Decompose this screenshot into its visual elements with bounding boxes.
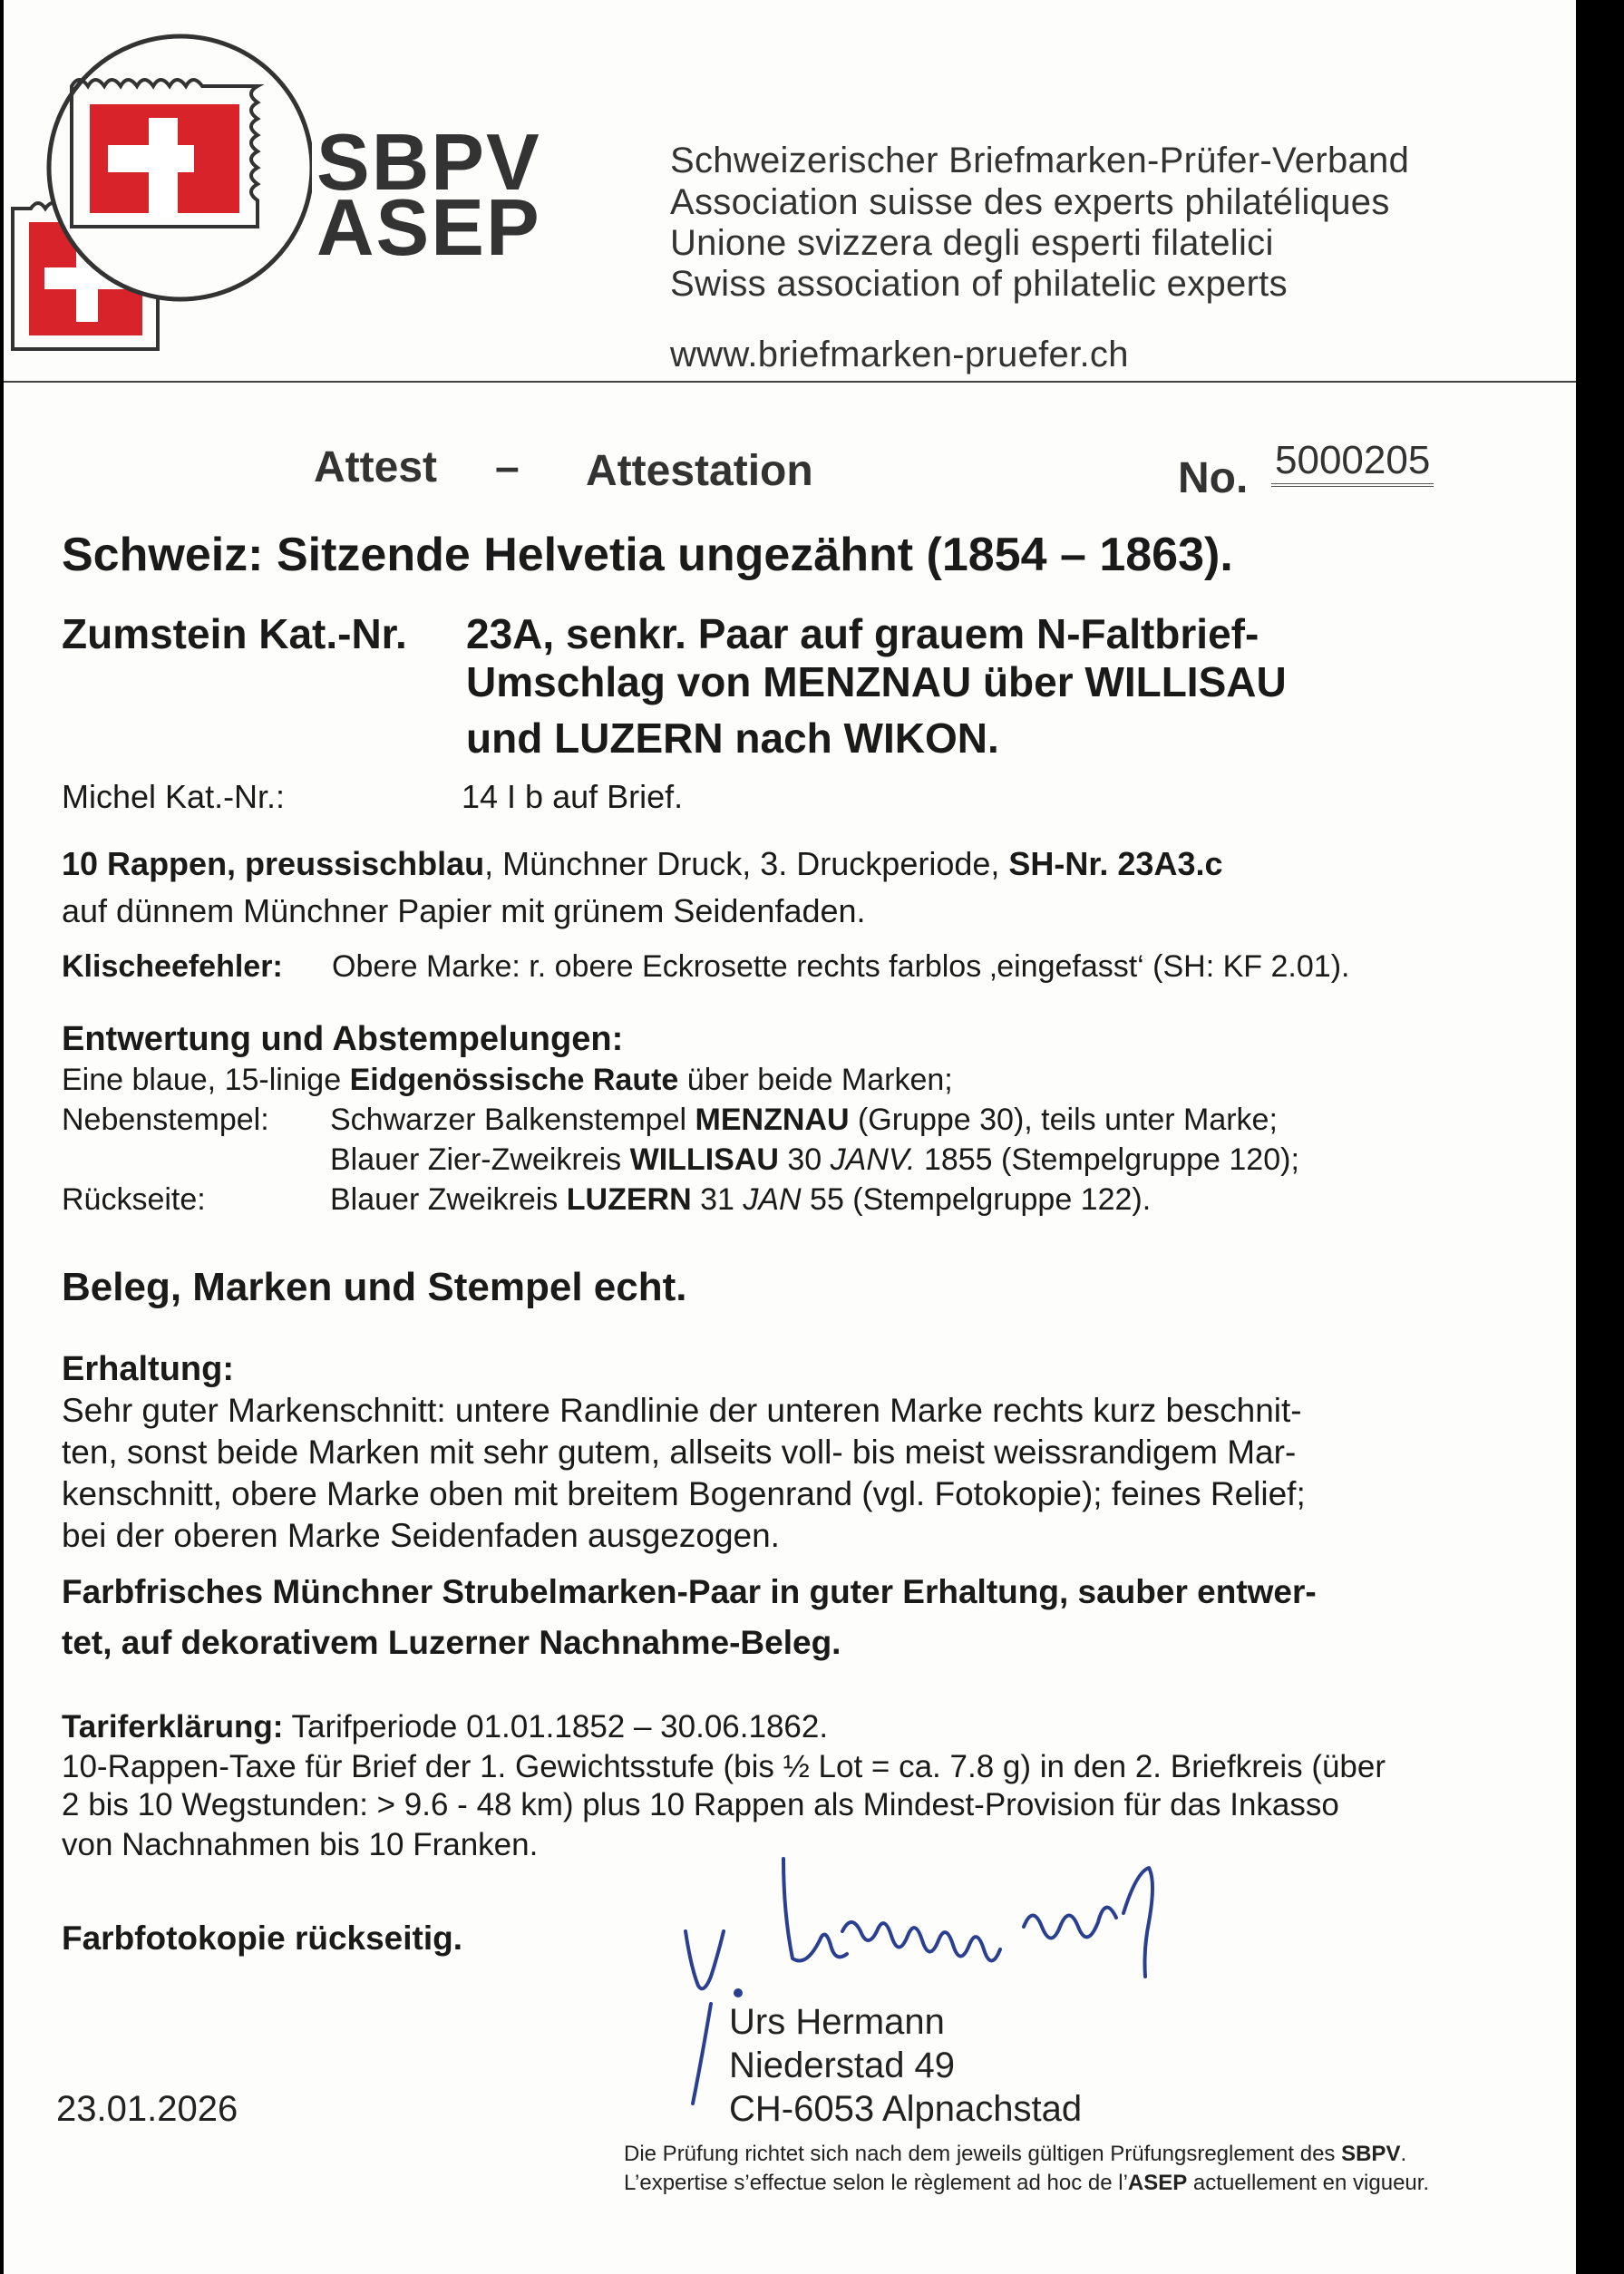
- tarif-line-1: 10-Rappen-Taxe für Brief der 1. Gewichtsstufe (bis ½ Lot = ca. 7.8 g) in den 2. Briefkreis (über: [62, 1749, 1386, 1784]
- neben-line-1: Schwarzer Balkenstempel MENZNAU (Gruppe 30), teils unter Marke;: [330, 1103, 1278, 1137]
- tarif-period: Tarifperiode 01.01.1852 – 30.06.1862.: [283, 1709, 829, 1744]
- rueck-label: Rückseite:: [62, 1182, 206, 1217]
- rueck-line: Blauer Zweikreis LUZERN 31 JAN 55 (Stempelgruppe 122).: [330, 1182, 1152, 1217]
- footer-de: Die Prüfung richtet sich nach dem jeweils gültigen Prüfungsreglement des SBPV.: [624, 2142, 1407, 2166]
- certificate-page: [4, 0, 1576, 2274]
- website-link[interactable]: www.briefmarken-pruefer.ch: [670, 335, 1129, 374]
- erhaltung-summary-1: Farbfrisches Münchner Strubelmarken-Paar in guter Erhaltung, sauber entwer-: [62, 1573, 1317, 1610]
- header-divider: [4, 381, 1576, 383]
- zumstein-line-2: Umschlag von MENZNAU über WILLISAU: [466, 658, 1287, 705]
- erhaltung-line-4: bei der oberen Marke Seidenfaden ausgezogen.: [62, 1517, 780, 1554]
- klischee-label: Klischeefehler:: [62, 949, 283, 984]
- org-name-en: Swiss association of philatelic experts: [670, 264, 1288, 304]
- org-name-de: Schweizerischer Briefmarken-Prüfer-Verband: [670, 141, 1410, 180]
- subject-title: Schweiz: Sitzende Helvetia ungezähnt (1854 – 1863).: [62, 529, 1233, 581]
- tarif-line-2: 2 bis 10 Wegstunden: > 9.6 - 48 km) plus 10 Rappen als Mindest-Provision für das Inkasso: [62, 1787, 1339, 1822]
- erhaltung-line-1: Sehr guter Markenschnitt: untere Randlinie der unteren Marke rechts kurz beschnit-: [62, 1392, 1302, 1429]
- logo-text-asep: ASEP: [316, 182, 541, 272]
- tarif-line-3: von Nachnahmen bis 10 Franken.: [62, 1827, 539, 1862]
- tarif-line-label: [62, 1708, 828, 1746]
- klischee-text: Obere Marke: r. obere Eckrosette rechts farblos ‚eingefasst‘ (SH: KF 2.01).: [332, 949, 1350, 984]
- org-name-fr: Association suisse des experts philatéliques: [670, 182, 1390, 222]
- erhaltung-summary-2: tet, auf dekorativem Luzerner Nachnahme-Beleg.: [62, 1624, 841, 1661]
- sh-number: SH-Nr. 23A3.c: [1008, 845, 1223, 882]
- zumstein-line-3: und LUZERN nach WIKON.: [466, 714, 999, 762]
- certificate-number: 5000205: [1271, 438, 1434, 487]
- tarif-label: Tariferklärung:: [62, 1709, 284, 1744]
- zumstein-line-1: 23A, senkr. Paar auf grauem N-Faltbrief-: [466, 610, 1259, 657]
- erhaltung-heading: Erhaltung:: [62, 1350, 234, 1388]
- zumstein-label: Zumstein Kat.-Nr.: [62, 610, 407, 657]
- entwertung-heading: Entwertung und Abstempelungen:: [62, 1020, 624, 1058]
- org-name-it: Unione svizzera degli esperti filatelici: [670, 223, 1274, 263]
- title-attestation: Attestation: [586, 447, 813, 495]
- verdict: Beleg, Marken und Stempel echt.: [62, 1265, 687, 1309]
- erhaltung-line-2: ten, sonst beide Marken mit sehr gutem, allseits voll- bis meist weissrandigem Mar-: [62, 1433, 1297, 1471]
- expert-city: CH-6053 Alpnachstad: [729, 2089, 1083, 2129]
- michel-label: Michel Kat.-Nr.:: [62, 778, 286, 815]
- sbpv-logo-icon: [4, 27, 312, 363]
- certificate-date: 23.01.2026: [56, 2089, 238, 2129]
- erhaltung-line-3: kenschnitt, obere Marke oben mit breitem Bogenrand (vgl. Fotokopie); feines Relief;: [62, 1475, 1306, 1512]
- stamp-value: 10 Rappen, preussischblau: [62, 845, 485, 882]
- expert-name: Urs Hermann: [729, 2002, 945, 2042]
- title-attest: Attest: [314, 443, 438, 491]
- stamp-description-line-2: auf dünnem Münchner Papier mit grünem Seidenfaden.: [62, 892, 866, 929]
- logo-text-sbpv: SBPV: [316, 117, 541, 207]
- photo-note: Farbfotokopie rückseitig.: [62, 1919, 463, 1957]
- expert-street: Niederstad 49: [729, 2046, 956, 2085]
- entwertung-line-1: Eine blaue, 15-linige Eidgenössische Raute über beide Marken;: [62, 1063, 953, 1097]
- title-dash: –: [495, 443, 520, 491]
- stamp-description-line-1: [62, 843, 1223, 884]
- neben-line-2: Blauer Zier-Zweikreis WILLISAU 30 JANV. 1855 (Stempelgruppe 120);: [330, 1142, 1299, 1177]
- neben-label: Nebenstempel:: [62, 1103, 269, 1137]
- michel-value: 14 I b auf Brief.: [462, 778, 684, 815]
- footer-fr: L’expertise s’effectue selon le règlement ad hoc de l’ASEP actuellement en vigueur.: [624, 2171, 1430, 2195]
- stamp-print: , Münchner Druck, 3. Druckperiode,: [484, 845, 1009, 882]
- number-label: No.: [1178, 454, 1249, 502]
